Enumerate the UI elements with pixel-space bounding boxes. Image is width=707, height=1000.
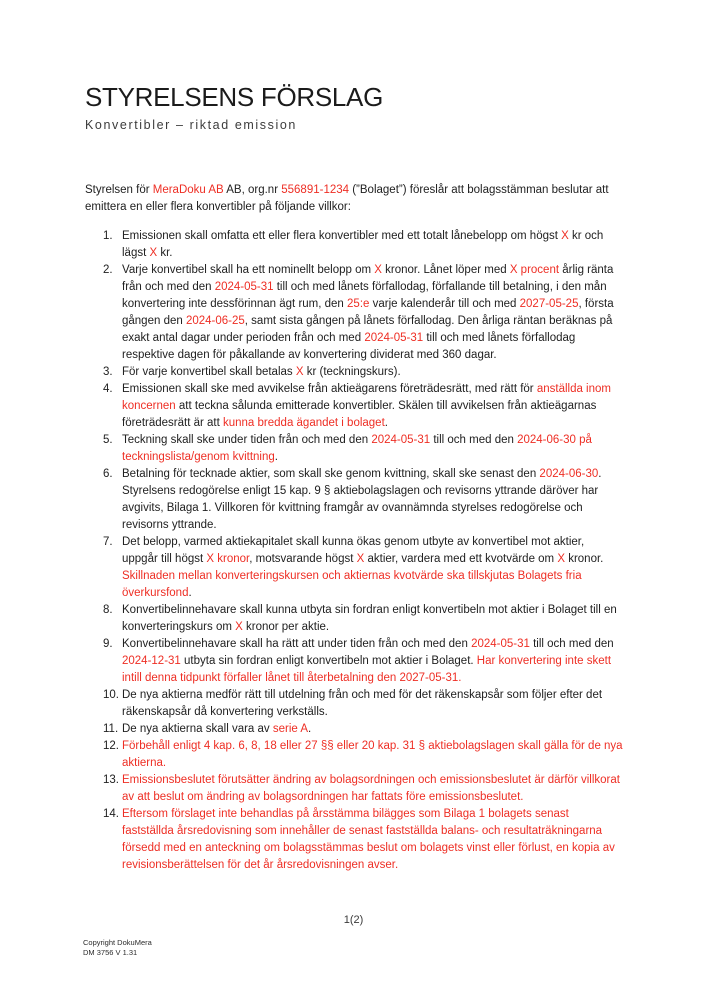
text-run: aktier, vardera med ett kvotvärde om <box>364 553 558 565</box>
highlighted-text: anställda inom koncernen <box>122 383 611 412</box>
highlighted-text: 2024-06-30 på teckningslista/genom kvittning <box>122 434 592 463</box>
list-item-text <box>122 264 614 361</box>
highlighted-text: 2024-06-25 <box>185 315 245 327</box>
list-item <box>103 602 623 636</box>
list-item <box>103 738 623 772</box>
list-item-number: 4. <box>103 383 113 395</box>
list-item <box>103 806 623 874</box>
highlighted-text: X <box>356 553 365 565</box>
highlighted-text: 556891-1234 <box>281 184 350 196</box>
text-run: Varje konvertibel skall ha ett nominellt belopp om <box>122 264 375 276</box>
text-run: Emissionen skall ske med avvikelse från aktieägarens företrädesrätt, med rätt för <box>122 383 537 395</box>
list-item-text <box>122 638 614 684</box>
list-item <box>103 432 623 466</box>
highlighted-text: Emissionsbeslutet förutsätter ändring av bolagsordningen och emissionsbeslutet är därför villkorat av att beslut om ändring av bolagsordningen har fattats före emissionsbeslutet. <box>122 774 620 803</box>
doc-version-line: DM 3756 V 1.31 <box>83 947 138 957</box>
highlighted-text: 2027-05-25 <box>519 298 579 310</box>
text-run: De nya aktierna medför rätt till utdelning från och med för det räkenskapsår som följer efter det räkenskapsår då konvertering verkställs. <box>122 689 603 718</box>
list-item-number: 7. <box>103 536 113 548</box>
list-item-number: 6. <box>103 468 113 480</box>
highlighted-text: X <box>295 366 304 378</box>
list-item-text <box>122 434 592 463</box>
list-item-text <box>122 740 623 769</box>
list-item <box>103 534 623 602</box>
list-item-text <box>122 808 615 871</box>
text-run: utbyta sin fordran enligt konvertibeln mot aktier i Bolaget. <box>180 655 477 667</box>
list-item-number: 2. <box>103 264 113 276</box>
text-run: , första gången den <box>122 298 614 327</box>
text-run: För varje konvertibel skall betalas <box>122 366 296 378</box>
text-run: De nya aktierna skall vara av <box>122 723 273 735</box>
list-item-text <box>122 604 617 633</box>
text-run: , motsvarande högst <box>249 553 357 565</box>
highlighted-text: 2024-05-31 <box>371 434 431 446</box>
highlighted-text: 2024-05-31 <box>214 281 274 293</box>
list-item-number: 12. <box>103 740 119 752</box>
text-run: Konvertibelinnehavare skall kunna utbyta sin fordran enligt konvertibeln mot aktier i Bolaget till en konverteringskurs om <box>122 604 617 633</box>
list-item-text <box>122 774 620 803</box>
text-run: . <box>308 723 312 735</box>
text-run: kronor per aktie. <box>242 621 330 633</box>
list-item <box>103 364 623 381</box>
text-run: Teckning skall ske under tiden från och med den <box>122 434 372 446</box>
highlighted-text: X <box>557 553 565 565</box>
list-item <box>103 772 623 806</box>
list-item-number: 11. <box>103 723 119 735</box>
list-item <box>103 228 623 262</box>
copyright-line: Copyright DokuMera <box>83 938 152 947</box>
list-item-text <box>122 723 311 735</box>
list-item <box>103 381 623 432</box>
text-run: varje kalenderår till och med <box>369 298 520 310</box>
list-item-text <box>122 689 602 718</box>
highlighted-text: kunna bredda ägandet i bolaget <box>223 417 385 429</box>
text-run: att teckna sålunda emitterade konvertibler. Skälen till avvikelsen från aktieägarnas företrädesrätt är att <box>122 400 597 429</box>
page-subtitle: Konvertibler – riktad emission <box>85 118 297 132</box>
list-item-text <box>122 230 603 259</box>
text-run: Det belopp, varmed aktiekapitalet skall kunna ökas genom utbyte av konvertibel mot aktier, uppgår till högst <box>122 536 585 565</box>
text-run: till och med den <box>430 434 518 446</box>
text-run: kr och lägst <box>122 230 604 259</box>
highlighted-text: 25:e <box>347 298 370 310</box>
list-item <box>103 466 623 534</box>
list-item-text <box>122 468 601 531</box>
highlighted-text: X <box>374 264 382 276</box>
list-item-number: 13. <box>103 774 119 786</box>
highlighted-text: 2024-12-31 <box>122 655 181 667</box>
list-item <box>103 721 623 738</box>
list-item <box>103 636 623 687</box>
text-run: . <box>188 587 192 599</box>
list-item-text <box>122 383 611 429</box>
text-run: . <box>274 451 278 463</box>
list-item-text <box>122 366 401 378</box>
list-item <box>103 262 623 364</box>
highlighted-text: X kronor <box>206 553 250 565</box>
page-title: STYRELSENS FÖRSLAG <box>85 82 384 112</box>
highlighted-text: 2024-06-30 <box>539 468 599 480</box>
list-item-number: 1. <box>103 230 113 242</box>
page-number: 1(2) <box>343 914 364 926</box>
list-item-number: 5. <box>103 434 113 446</box>
text-run: kr. <box>157 247 173 259</box>
list-item-number: 10. <box>103 689 119 701</box>
highlighted-text: Har konvertering inte skett intill denna tidpunkt förfaller lånet till återbetalning den 2027-05-31. <box>122 655 612 684</box>
highlighted-text: X <box>149 247 158 259</box>
highlighted-text: X procent <box>509 264 560 276</box>
document-header <box>85 82 383 132</box>
highlighted-text: serie A <box>272 723 309 735</box>
text-run: , samt sista gången på lånets förfallodag. Den årliga räntan beräknas på exakt antal dagar under perioden från och med <box>122 315 613 344</box>
text-run: till och med lånets förfallodag, förfallande till betalning, i den mån konvertering inte dessförinnan ägt rum, den <box>122 281 607 310</box>
intro-paragraph <box>85 182 625 216</box>
text-run: årlig ränta från och med den <box>122 264 614 293</box>
list-item-text <box>122 536 603 599</box>
text-run: AB, org.nr <box>223 184 282 196</box>
highlighted-text: MeraDoku AB <box>152 184 224 196</box>
text-run: . <box>384 417 388 429</box>
text-run: till och med lånets förfallodag respektive dagen för påkallande av konvertering dividerat med 360 dagar. <box>122 332 576 361</box>
text-run: kronor. Lånet löper med <box>381 264 510 276</box>
text-run: kr (teckningskurs). <box>303 366 401 378</box>
highlighted-text: Eftersom förslaget inte behandlas på årsstämma bilägges som Bilaga 1 bolagets senast fastställda årsredovisning som innehåller de senast fastställda balans- och resultaträkningarna försedd med en anteckning om bolagsstämmas beslut om bolagets vinst eller förlust, en kopia av revisionsberättelsen för det år årsredovisningen avser. <box>122 808 615 871</box>
text-run: till och med den <box>529 638 614 650</box>
highlighted-text: X <box>235 621 243 633</box>
highlighted-text: Förbehåll enligt 4 kap. 6, 8, 18 eller 27 §§ eller 20 kap. 31 § aktiebolagslagen skall gälla för de nya aktierna. <box>122 740 623 769</box>
terms-list <box>103 228 623 874</box>
list-item <box>103 687 623 721</box>
text-run: kronor. <box>565 553 604 565</box>
list-item-number: 8. <box>103 604 113 616</box>
text-run: Styrelsen för <box>85 184 153 196</box>
list-item-number: 9. <box>103 638 113 650</box>
list-item-number: 14. <box>103 808 119 820</box>
list-item-number: 3. <box>103 366 113 378</box>
text-run: Betalning för tecknade aktier, som skall ske genom kvittning, skall ske senast den <box>122 468 540 480</box>
highlighted-text: Skillnaden mellan konverteringskursen och aktiernas kvotvärde ska tillskjutas Bolagets fria överkursfond <box>122 570 582 599</box>
highlighted-text: 2024-05-31 <box>471 638 530 650</box>
text-run: Konvertibelinnehavare skall ha rätt att under tiden från och med den <box>122 638 472 650</box>
highlighted-text: X <box>561 230 569 242</box>
text-run: . Styrelsens redogörelse enligt 15 kap. 9 § aktiebolagslagen och revisorns yttrande däröver har avgivits, Bilaga 1. Villkoren för kvittning framgår av ovannämnda styrelses redogörelse och revisorns yttrande. <box>122 468 602 531</box>
copyright-block <box>83 938 152 957</box>
text-run: Emissionen skall omfatta ett eller flera konvertibler med ett totalt lånebelopp om högst <box>122 230 562 242</box>
highlighted-text: 2024-05-31 <box>364 332 424 344</box>
text-run: (”Bolaget”) föreslår att bolagsstämman beslutar att emittera en eller flera konvertibler på följande villkor: <box>85 184 609 213</box>
